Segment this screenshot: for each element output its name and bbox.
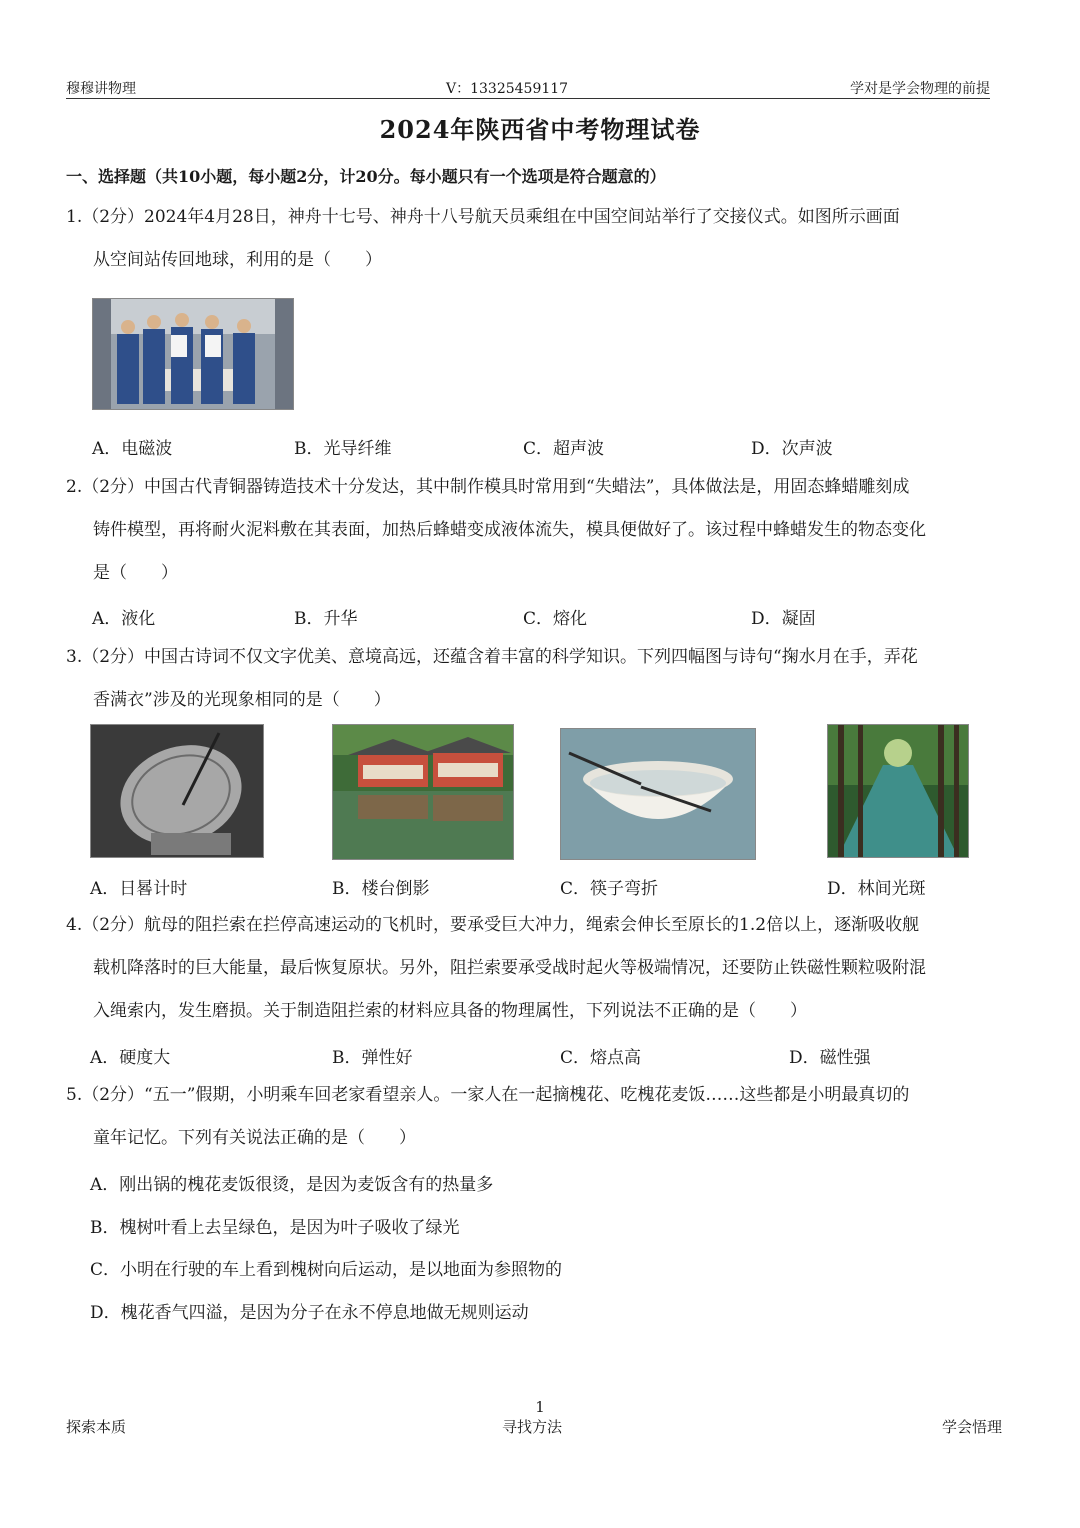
question-4-line-2: 载机降落时的巨大能量，最后恢复原状。另外，阻拦索要承受战时起火等极端情况，还要防止铁磁性颗粒吸附混	[93, 958, 926, 978]
header-contact-text: V：13325459117	[446, 81, 569, 97]
question-2	[66, 466, 1026, 595]
question-2-line-2: 铸件模型，再将耐火泥料敷在其表面，加热后蜂蜡变成液体流失，模具便做好了。该过程中蜂蜡发生的物态变化	[93, 520, 926, 540]
q3-option-c[interactable]: C．筷子弯折	[560, 879, 659, 899]
q5-option-c[interactable]: C．小明在行驶的车上看到槐树向后运动，是以地面为参照物的	[90, 1260, 563, 1280]
q1-option-d[interactable]: D．次声波	[751, 439, 833, 459]
q5-option-b[interactable]: B．槐树叶看上去呈绿色，是因为叶子吸收了绿光	[90, 1218, 460, 1238]
footer-middle-text: 寻找方法	[502, 1418, 563, 1436]
question-4	[66, 904, 1026, 1033]
header-left-text: 穆穆讲物理	[66, 81, 136, 97]
question-2-line-3: 是（ ）	[93, 563, 178, 583]
q3-option-d[interactable]: D．林间光斑	[827, 879, 926, 899]
q2-option-c[interactable]: C．熔化	[523, 609, 588, 629]
q5-option-d[interactable]: D．槐花香气四溢，是因为分子在永不停息地做无规则运动	[90, 1303, 529, 1323]
q4-option-a[interactable]: A．硬度大	[90, 1048, 171, 1068]
astronaut-handover-photo	[92, 298, 294, 410]
question-5-line-2: 童年记忆。下列有关说法正确的是（ ）	[93, 1128, 416, 1148]
question-5-line-1: 5.（2分）“五一”假期，小明乘车回老家看望亲人。一家人在一起摘槐花、吃槐花麦饭……这些都是小明最真切的	[66, 1085, 910, 1105]
question-2-line-1: 2.（2分）中国古代青铜器铸造技术十分发达，其中制作模具时常用到“失蜡法”，具体做法是，用固态蜂蜡雕刻成	[66, 477, 910, 497]
question-3-line-1: 3.（2分）中国古诗词不仅文字优美、意境高远，还蕴含着丰富的科学知识。下列四幅图与诗句“掬水月在手，弄花	[66, 647, 918, 667]
page-number: 1	[535, 1398, 545, 1416]
footer-right-text: 学会悟理	[942, 1418, 1003, 1436]
q2-option-b[interactable]: B．升华	[294, 609, 358, 629]
exam-title: 2024年陕西省中考物理试卷	[379, 115, 701, 144]
q3-option-b[interactable]: B．楼台倒影	[332, 879, 430, 899]
question-4-line-1: 4.（2分）航母的阻拦索在拦停高速运动的飞机时，要承受巨大冲力，绳索会伸长至原长的1.2倍以上，逐渐吸收舰	[66, 915, 920, 935]
section-heading: 一、选择题（共10小题，每小题2分，计20分。每小题只有一个选项是符合题意的）	[66, 167, 666, 186]
page-header	[66, 74, 990, 99]
q1-option-c[interactable]: C．超声波	[523, 439, 605, 459]
question-4-line-3: 入绳索内，发生磨损。关于制造阻拦索的材料应具备的物理属性，下列说法不正确的是（ ）	[93, 1001, 807, 1021]
q2-option-d[interactable]: D．凝固	[751, 609, 816, 629]
header-right-text: 学对是学会物理的前提	[850, 81, 990, 97]
q1-option-a[interactable]: A．电磁波	[92, 439, 173, 459]
question-1	[66, 196, 1026, 282]
q3-option-a[interactable]: A．日晷计时	[90, 879, 188, 899]
q4-option-c[interactable]: C．熔点高	[560, 1048, 642, 1068]
q4-option-b[interactable]: B．弹性好	[332, 1048, 413, 1068]
question-3	[66, 636, 1026, 722]
forest-light-spots-photo	[827, 724, 969, 858]
question-5	[66, 1074, 1026, 1160]
question-1-line-2: 从空间站传回地球，利用的是（ ）	[93, 250, 382, 270]
sundial-photo	[90, 724, 264, 858]
question-1-line-1: 1.（2分）2024年4月28日，神舟十七号、神舟十八号航天员乘组在中国空间站举行了交接仪式。如图所示画面	[66, 207, 900, 227]
chopstick-bowl-photo	[560, 728, 756, 860]
q5-option-a[interactable]: A．刚出锅的槐花麦饭很烫，是因为麦饭含有的热量多	[90, 1175, 494, 1195]
pavilion-reflection-photo	[332, 724, 514, 860]
q2-option-a[interactable]: A．液化	[92, 609, 156, 629]
question-3-line-2: 香满衣”涉及的光现象相同的是（ ）	[93, 690, 391, 710]
footer-left-text: 探索本质	[66, 1418, 127, 1436]
q4-option-d[interactable]: D．磁性强	[789, 1048, 871, 1068]
q1-option-b[interactable]: B．光导纤维	[294, 439, 392, 459]
